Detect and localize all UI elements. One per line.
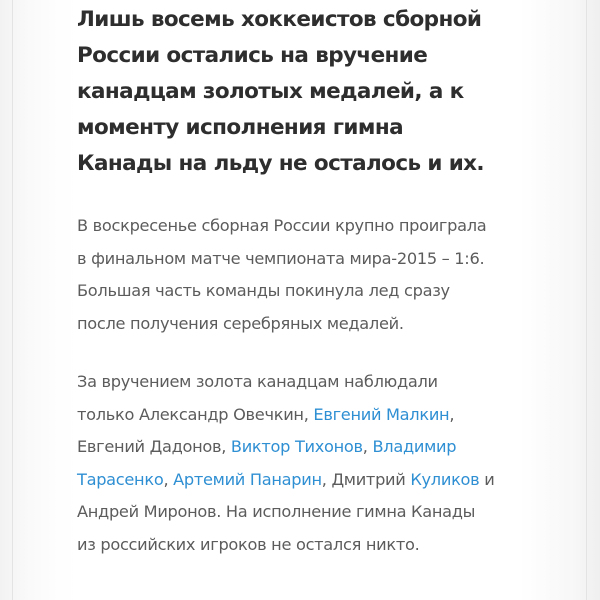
left-border — [12, 0, 13, 600]
link-artemy-panarin[interactable]: Артемий Панарин — [173, 469, 322, 489]
paragraph-2-text: и Андрей Миронов. На исполнение гимна Канады из российских игроков не остался никто. — [77, 469, 495, 554]
paragraph-2-text: , — [362, 437, 373, 456]
link-viktor-tikhonov[interactable]: Виктор Тихонов — [230, 437, 363, 456]
right-border — [586, 0, 587, 600]
link-kulikov[interactable]: Куликов — [410, 469, 480, 489]
paragraph-2-text: , Евгений Дадонов, — [77, 404, 455, 456]
paragraph-2-text: , — [163, 469, 174, 489]
link-vladimir-tarasenko[interactable]: Владимир Тарасенко — [77, 437, 457, 489]
paragraph-2-text: За вручением золота канадцам наблюдали только Александр Овечкин, — [77, 372, 438, 424]
paragraph-2-text: , Дмитрий — [321, 469, 411, 489]
link-evgeny-malkin[interactable]: Евгений Малкин — [313, 404, 450, 424]
paragraph-1: В воскресенье сборная России крупно проиграла в финальном матче чемпионата мира-2015 – 1:6. Большая часть команды покинула лед сразу после получения серебряных медалей. — [77, 216, 487, 333]
article-headline: Лишь восемь хоккеистов сборной России остались на вручение канадцам золотых медалей, а к моменту исполнения гимна Канады на льду не осталось и их. — [77, 7, 484, 176]
article-body — [77, 2, 497, 561]
paragraph-2 — [77, 366, 497, 561]
